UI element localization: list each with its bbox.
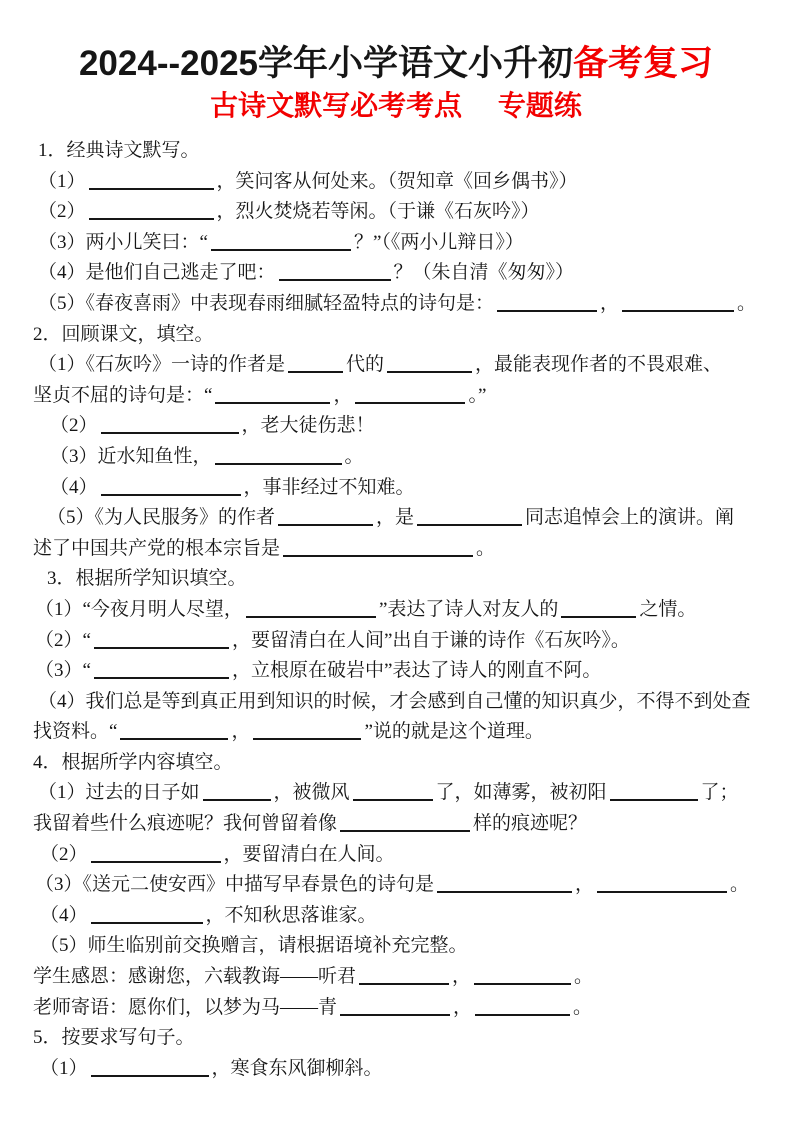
question-line [33, 197, 759, 228]
text-segment: 。 [344, 445, 364, 467]
question-line [33, 167, 759, 198]
text-segment: 4．根据所学内容填空。 [33, 751, 233, 773]
text-segment: （2） [50, 415, 98, 437]
text-segment: （2） [40, 843, 88, 865]
text-segment: ，烈火焚烧若等闲。（于谦《石灰吟》） [216, 201, 540, 223]
text-segment: 。” [468, 384, 487, 406]
text-segment: （5）《春夜喜雨》中表现春雨细腻轻盈特点的诗句是： [38, 292, 495, 314]
text-segment: 。 [573, 996, 593, 1018]
blank-field [120, 737, 228, 740]
blank-field [94, 646, 229, 649]
text-segment: ？（朱自清《匆匆》） [393, 262, 575, 284]
text-segment: 3．根据所学知识填空。 [47, 568, 247, 590]
question-line [33, 564, 759, 595]
text-segment: 。 [476, 537, 496, 559]
title-main-text: 2024--2025学年小学语文小升初 [78, 44, 574, 83]
text-segment: ， [231, 721, 251, 743]
blank-field [437, 890, 572, 893]
question-line [33, 228, 759, 259]
text-segment: （2） [38, 201, 86, 223]
title-highlight-text: 备考复习 [573, 44, 714, 83]
question-line [33, 1023, 759, 1054]
text-segment: （5）《为人民服务》的作者 [47, 507, 276, 529]
question-line [33, 320, 759, 351]
blank-field [211, 248, 351, 251]
document-subtitle: 古诗文默写必考考点 专题练 [210, 90, 582, 121]
text-segment: （4）我们总是等到真正用到知识的时候，才会感到自己懂的知识真少，不得不到处查 [38, 690, 751, 712]
blank-field [355, 401, 465, 404]
text-segment: ”表达了诗人对友人的 [378, 598, 559, 620]
blank-field [215, 401, 330, 404]
question-line [33, 778, 759, 809]
question-line [33, 687, 759, 718]
question-line [33, 473, 759, 504]
text-segment: 老师寄语：愿你们，以梦为马——青 [33, 996, 338, 1018]
blank-field [288, 370, 343, 373]
question-line [33, 1054, 759, 1085]
text-segment: （4） [50, 476, 98, 498]
question-line [33, 840, 759, 871]
text-segment: 样的痕迹呢？ [473, 813, 588, 835]
text-segment: 学生感恩：感谢您，六载教诲——听君 [33, 966, 357, 988]
text-segment: ，不知秋思落谁家。 [205, 904, 377, 926]
text-segment: （3）两小儿笑曰：“ [38, 231, 208, 253]
text-segment: ，事非经过不知难。 [243, 476, 415, 498]
question-line [33, 289, 759, 320]
blank-field [101, 493, 241, 496]
text-segment: ，立根原在破岩中”表达了诗人的刚直不阿。 [231, 660, 602, 682]
blank-field [340, 1013, 450, 1016]
text-segment: ， [600, 292, 620, 314]
blank-field [561, 615, 636, 618]
question-line [33, 656, 759, 687]
text-segment: ，笑问客从何处来。（贺知章《回乡偶书》） [216, 170, 578, 192]
question-line [33, 870, 759, 901]
text-segment: （1） [40, 1057, 88, 1079]
question-line [33, 626, 759, 657]
blank-field [91, 860, 221, 863]
text-segment: ，老大徒伤悲！ [241, 415, 375, 437]
blank-field [475, 1013, 570, 1016]
question-line [33, 442, 759, 473]
document-title [33, 42, 759, 86]
text-segment: ？”（《两小儿辩日》） [353, 231, 524, 253]
question-line [33, 503, 759, 534]
blank-field [253, 737, 361, 740]
question-line [33, 962, 759, 993]
text-segment: ， [452, 966, 472, 988]
blank-field [353, 798, 433, 801]
text-segment: 述了中国共产党的根本宗旨是 [33, 537, 281, 559]
blank-field [597, 890, 727, 893]
question-line [33, 931, 759, 962]
text-segment: ，寒食东风御柳斜。 [211, 1057, 383, 1079]
blank-field [610, 798, 698, 801]
blank-field [89, 187, 214, 190]
text-segment: 之情。 [639, 598, 697, 620]
question-line [33, 258, 759, 289]
question-line [33, 411, 759, 442]
question-line [33, 350, 759, 381]
question-line [33, 748, 759, 779]
blank-field [203, 798, 271, 801]
text-segment: （1）过去的日子如 [38, 782, 200, 804]
question-line [33, 534, 759, 565]
text-segment: ， [453, 996, 473, 1018]
text-segment: （1）《石灰吟》一诗的作者是 [38, 354, 286, 376]
text-segment: （3）《送元二使安西》中描写早春景色的诗句是 [35, 874, 435, 896]
blank-field [279, 278, 391, 281]
text-segment: ， [333, 384, 353, 406]
text-segment: 坚贞不屈的诗句是：“ [33, 384, 213, 406]
blank-field [246, 615, 376, 618]
text-segment: ， [575, 874, 595, 896]
text-segment: ”说的就是这个道理。 [364, 721, 544, 743]
text-segment: 5．按要求写句子。 [33, 1027, 195, 1049]
text-segment: （4） [40, 904, 88, 926]
blank-field [215, 462, 342, 465]
question-line [33, 595, 759, 626]
blank-field [278, 523, 373, 526]
blank-field [359, 982, 449, 985]
text-segment: （3）近水知鱼性， [50, 445, 212, 467]
blank-field [89, 217, 214, 220]
blank-field [474, 982, 571, 985]
text-segment: 我留着些什么痕迹呢？我何曾留着像 [33, 813, 338, 835]
blank-field [94, 676, 229, 679]
text-segment: 代的 [346, 354, 385, 376]
text-segment: （1）“今夜月明人尽望， [35, 598, 243, 620]
question-line [33, 901, 759, 932]
blank-field [417, 523, 522, 526]
blank-field [497, 309, 597, 312]
text-segment: （5）师生临别前交换赠言，请根据语境补充完整。 [40, 935, 468, 957]
question-line [33, 136, 759, 167]
text-segment: ，最能表现作者的不畏艰难、 [475, 354, 723, 376]
blank-field [340, 829, 470, 832]
text-segment: ，是 [376, 507, 415, 529]
text-segment: 2．回顾课文，填空。 [33, 323, 214, 345]
blank-field [101, 431, 239, 434]
text-segment: 。 [574, 966, 594, 988]
text-segment: 。 [737, 292, 757, 314]
text-segment: （2）“ [35, 629, 91, 651]
question-line [33, 381, 759, 412]
text-segment: （4）是他们自己逃走了吧： [38, 262, 276, 284]
question-line [33, 717, 759, 748]
blank-field [387, 370, 472, 373]
question-line [33, 993, 759, 1024]
blank-field [622, 309, 734, 312]
text-segment: 了，如薄雾，被初阳 [435, 782, 607, 804]
text-segment: （1） [38, 170, 86, 192]
blank-field [283, 554, 473, 557]
text-segment: 。 [730, 874, 750, 896]
text-segment: ，要留清白在人间”出自于谦的诗作《石灰吟》。 [231, 629, 630, 651]
text-segment: 1．经典诗文默写。 [38, 140, 200, 161]
text-segment: 同志追悼会上的演讲。阐 [525, 507, 735, 529]
blank-field [91, 1074, 209, 1077]
question-lines-container [33, 136, 759, 1084]
blank-field [91, 921, 203, 924]
question-line [33, 809, 759, 840]
text-segment: 找资料。“ [33, 721, 118, 743]
text-segment: 了； [700, 782, 739, 804]
text-segment: （3）“ [35, 660, 91, 682]
text-segment: ，被微风 [273, 782, 350, 804]
text-segment: ，要留清白在人间。 [223, 843, 395, 865]
